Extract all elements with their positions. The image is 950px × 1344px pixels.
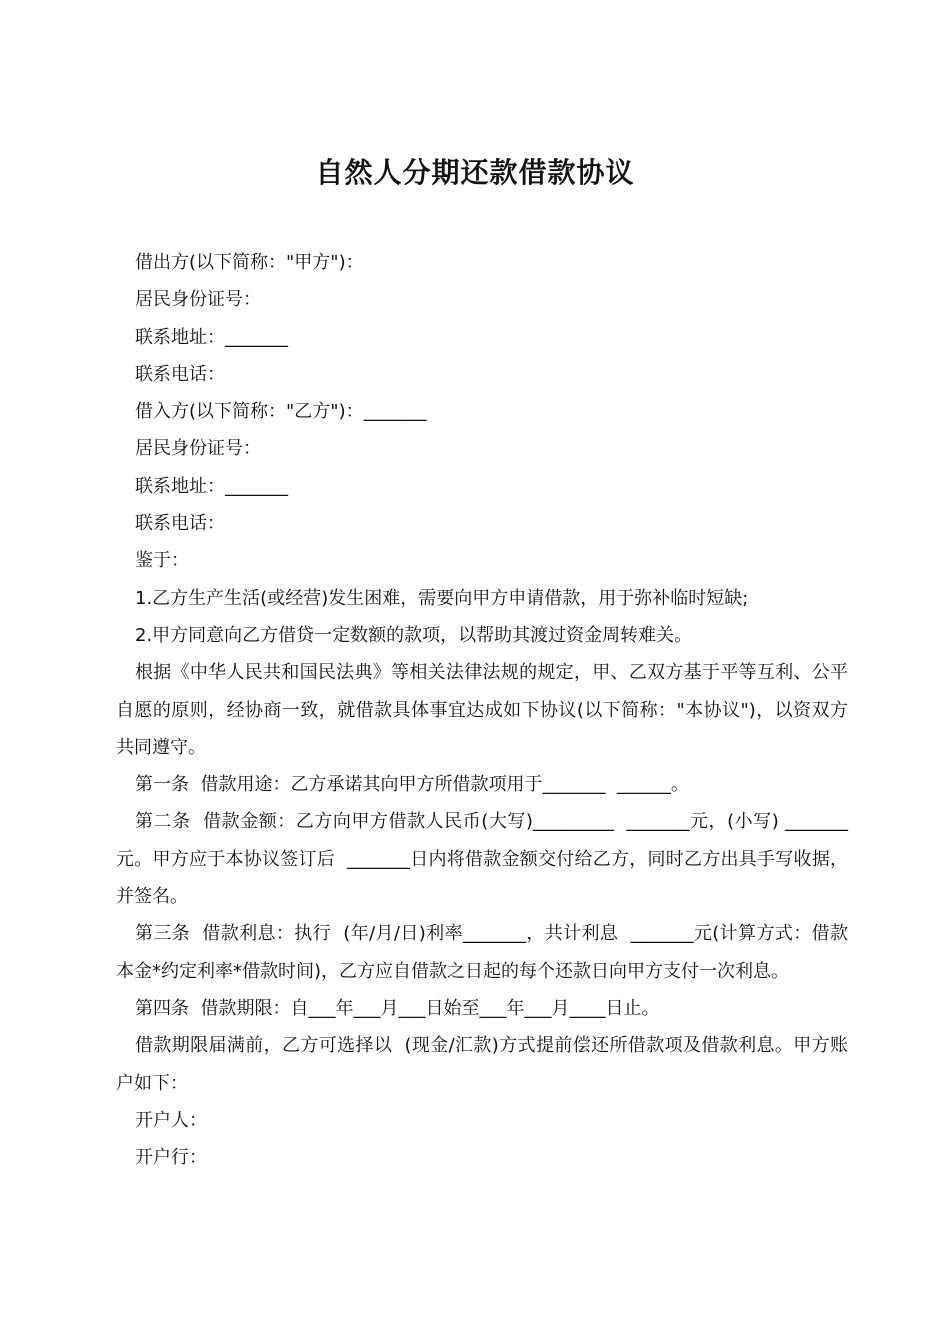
account-bank-line: 开户行： [135,1147,207,1169]
whereas-heading: 鉴于： [135,550,189,572]
article-4-term: 第四条 借款期限：自___年___月___日始至___年___月____日止。 [135,997,660,1019]
lender-id-line: 居民身份证号： [135,289,261,311]
article-3-interest: 第三条 借款利息：执行 (年/月/日)利率_______，共计利息 _______元(计算方式：借款本金*约定利率*借款时间)，乙方应自借款之日起的每个还款日向甲方支付一次利息。 [116,923,848,982]
lender-phone-line: 联系电话： [135,363,225,385]
borrower-phone-line: 联系电话： [135,513,225,535]
whereas-item-2: 2.甲方同意向乙方借贷一定数额的款项，以帮助其渡过资金周转难关。 [135,624,693,646]
document-body [116,244,848,1176]
article-1-purpose: 第一条 借款用途：乙方承诺其向甲方所借款项用于_______ ______。 [135,774,689,796]
document-title: 自然人分期还款借款协议 [315,155,635,189]
borrower-id-line: 居民身份证号： [135,438,261,460]
legal-basis-paragraph: 根据《中华人民共和国民法典》等相关法律法规的规定，甲、乙双方基于平等互利、公平自愿的原则，经协商一致，就借款具体事宜达成如下协议(以下简称："本协议")，以资双方共同遵守。 [116,662,848,758]
account-holder-line: 开户人： [135,1109,207,1131]
lender-line: 借出方(以下简称："甲方")： [135,252,364,273]
early-repayment-paragraph: 借款期限届满前，乙方可选择以 (现金/汇款)方式提前偿还所借款项及借款利息。甲方账户如下： [116,1035,848,1094]
article-2-amount: 第二条 借款金额：乙方向甲方借款人民币(大写)_________ _______元，(小写) _______元。甲方应于本协议签订后 _______日内将借款金额交付给乙方，同时乙方出具手写收据，并签名。 [116,811,848,908]
lender-address-line: 联系地址：_______ [135,326,288,348]
whereas-item-1: 1.乙方生产生活(或经营)发生困难，需要向甲方申请借款，用于弥补临时短缺; [135,587,749,609]
borrower-line: 借入方(以下简称："乙方")：_______ [135,401,427,423]
borrower-address-line: 联系地址：_______ [135,475,288,497]
